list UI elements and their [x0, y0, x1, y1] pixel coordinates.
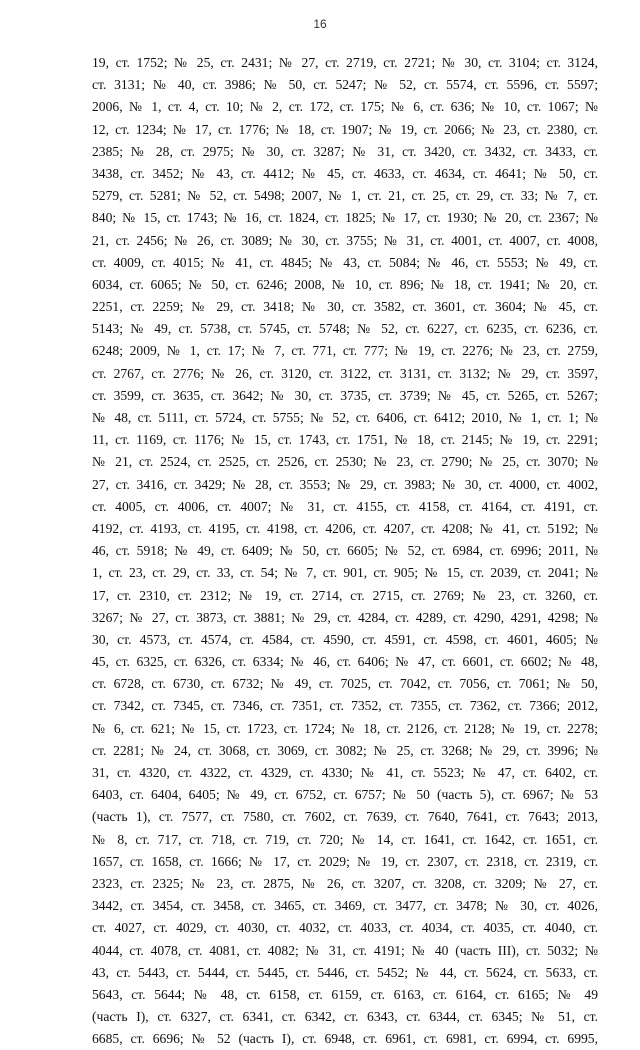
text-line: 19, ст. 1752; № 25, ст. 2431; № 27, ст. 2719, ст. 2721; № 30, ст. 3104; ст. 3124, [92, 55, 598, 70]
text-line: № 8, ст. 717, ст. 718, ст. 719, ст. 720; № 14, ст. 1641, ст. 1642, ст. 1651, ст. [92, 831, 598, 847]
text-line: ст. 2767, ст. 2776; № 26, ст. 3120, ст. 3122, ст. 3131, ст. 3132; № 29, ст. 3597, [92, 365, 598, 381]
text-line: 17, ст. 2310, ст. 2312; № 19, ст. 2714, ст. 2715, ст. 2769; № 23, ст. 3260, ст. [92, 587, 598, 603]
text-line: 31, ст. 4320, ст. 4322, ст. 4329, ст. 4330; № 41, ст. 5523; № 47, ст. 6402, ст. [92, 765, 598, 780]
text-line: 46, ст. 5918; № 49, ст. 6409; № 50, ст. 6605; № 52, ст. 6984, ст. 6996; 2011, № [92, 543, 598, 559]
text-line: 5279, ст. 5281; № 52, ст. 5498; 2007, № 1, ст. 21, ст. 25, ст. 29, ст. 33; № 7, ст. [92, 188, 598, 204]
text-line: № 21, ст. 2524, ст. 2525, ст. 2526, ст. 2530; № 23, ст. 2790; № 25, ст. 3070; № [92, 454, 598, 470]
text-line: 4192, ст. 4193, ст. 4195, ст. 4198, ст. 4206, ст. 4207, ст. 4208; № 41, ст. 5192; № [92, 520, 598, 536]
text-line: 43, ст. 5443, ст. 5444, ст. 5445, ст. 5446, ст. 5452; № 44, ст. 5624, ст. 5633, ст. [92, 964, 598, 980]
text-line: 2323, ст. 2325; № 23, ст. 2875, № 26, ст. 3207, ст. 3208, ст. 3209; № 27, ст. [92, 875, 598, 891]
text-line: ст. 4005, ст. 4006, ст. 4007; № 31, ст. 4155, ст. 4158, ст. 4164, ст. 4191, ст. [92, 498, 598, 514]
text-line: 6248; 2009, № 1, ст. 17; № 7, ст. 771, ст. 777; № 19, ст. 2276; № 23, ст. 2759, [92, 343, 598, 359]
text-line: 11, ст. 1169, ст. 1176; № 15, ст. 1743, ст. 1751, № 18, ст. 2145; № 19, ст. 2291; [92, 432, 598, 448]
text-line: 3438, ст. 3452; № 43, ст. 4412; № 45, ст. 4633, ст. 4634, ст. 4641; № 50, ст. [92, 165, 598, 181]
text-line: ст. 7342, ст. 7345, ст. 7346, ст. 7351, ст. 7352, ст. 7355, ст. 7362, ст. 7366; 2012, [92, 698, 598, 714]
text-line: 2385; № 28, ст. 2975; № 30, ст. 3287; № 31, ст. 3420, ст. 3432, ст. 3433, ст. [92, 143, 598, 159]
text-line: № 48, ст. 5111, ст. 5724, ст. 5755; № 52, ст. 6406, ст. 6412; 2010, № 1, ст. 1; № [92, 410, 598, 425]
text-line: 5143; № 49, ст. 5738, ст. 5745, ст. 5748; № 52, ст. 6227, ст. 6235, ст. 6236, ст. [92, 321, 598, 337]
text-line: 6403, ст. 6404, 6405; № 49, ст. 6752, ст. 6757; № 50 (часть 5), ст. 6967; № 53 [92, 787, 598, 803]
text-line: 45, ст. 6325, ст. 6326, ст. 6334; № 46, ст. 6406; № 47, ст. 6601, ст. 6602; № 48, [92, 654, 598, 670]
text-line: 21, ст. 2456; № 26, ст. 3089; № 30, ст. 3755; № 31, ст. 4001, ст. 4007, ст. 4008, [92, 232, 598, 248]
text-line: 12, ст. 1234; № 17, ст. 1776; № 18, ст. 1907; № 19, ст. 2066; № 23, ст. 2380, ст. [92, 121, 598, 137]
page-number: 16 [313, 17, 327, 31]
text-line: ст. 6728, ст. 6730, ст. 6732; № 49, ст. 7025, ст. 7042, ст. 7056, ст. 7061; № 50, [92, 676, 598, 692]
text-line: 6685, ст. 6696; № 52 (часть I), ст. 6948, ст. 6961, ст. 6981, ст. 6994, ст. 6995, [92, 1031, 598, 1047]
text-line: 2006, № 1, ст. 4, ст. 10; № 2, ст. 172, ст. 175; № 6, ст. 636; № 10, ст. 1067; № [92, 99, 598, 115]
text-line: ст. 4009, ст. 4015; № 41, ст. 4845; № 43, ст. 5084; № 46, ст. 5553; № 49, ст. [92, 254, 598, 270]
text-line: 1, ст. 23, ст. 29, ст. 33, ст. 54; № 7, ст. 901, ст. 905; № 15, ст. 2039, ст. 2041; № [92, 565, 598, 581]
text-line: 4044, ст. 4078, ст. 4081, ст. 4082; № 31, ст. 4191; № 40 (часть III), ст. 5032; № [92, 942, 598, 958]
text-line: 30, ст. 4573, ст. 4574, ст. 4584, ст. 4590, ст. 4591, ст. 4598, ст. 4601, 4605; № [92, 631, 598, 647]
text-line: № 6, ст. 621; № 15, ст. 1723, ст. 1724; № 18, ст. 2126, ст. 2128; № 19, ст. 2278; [92, 720, 598, 736]
text-line: ст. 3599, ст. 3635, ст. 3642; № 30, ст. 3735, ст. 3739; № 45, ст. 5265, ст. 5267; [92, 387, 598, 403]
text-line: 27, ст. 3416, ст. 3429; № 28, ст. 3553; № 29, ст. 3983; № 30, ст. 4000, ст. 4002, [92, 476, 598, 492]
text-line: 6034, ст. 6065; № 50, ст. 6246; 2008, № 10, ст. 896; № 18, ст. 1941; № 20, ст. [92, 276, 598, 292]
text-line: 2251, ст. 2259; № 29, ст. 3418; № 30, ст. 3582, ст. 3601, ст. 3604; № 45, ст. [92, 299, 598, 315]
text-line: ст. 2281; № 24, ст. 3068, ст. 3069, ст. 3082; № 25, ст. 3268; № 29, ст. 3996; № [92, 742, 598, 758]
text-line: ст. 4027, ст. 4029, ст. 4030, ст. 4032, ст. 4033, ст. 4034, ст. 4035, ст. 4040, ст. [92, 920, 598, 936]
text-line: 5643, ст. 5644; № 48, ст. 6158, ст. 6159, ст. 6163, ст. 6164, ст. 6165; № 49 [92, 986, 598, 1002]
text-line: (часть 1), ст. 7577, ст. 7580, ст. 7602, ст. 7639, ст. 7640, 7641, ст. 7643; 2013, [92, 809, 598, 825]
text-line: 3267; № 27, ст. 3873, ст. 3881; № 29, ст. 4284, ст. 4289, ст. 4290, 4291, 4298; № [92, 609, 598, 625]
legal-citations-text [92, 52, 598, 1050]
text-line: (часть I), ст. 6327, ст. 6341, ст. 6342, ст. 6343, ст. 6344, ст. 6345; № 51, ст. [92, 1009, 598, 1025]
text-line: ст. 3131; № 40, ст. 3986; № 50, ст. 5247; № 52, ст. 5574, ст. 5596, ст. 5597; [92, 77, 598, 93]
text-line: 3442, ст. 3454, ст. 3458, ст. 3465, ст. 3469, ст. 3477, ст. 3478; № 30, ст. 4026, [92, 898, 598, 914]
text-line: 1657, ст. 1658, ст. 1666; № 17, ст. 2029; № 19, ст. 2307, ст. 2318, ст. 2319, ст. [92, 853, 598, 869]
text-line: 840; № 15, ст. 1743; № 16, ст. 1824, ст. 1825; № 17, ст. 1930; № 20, ст. 2367; № [92, 210, 598, 226]
